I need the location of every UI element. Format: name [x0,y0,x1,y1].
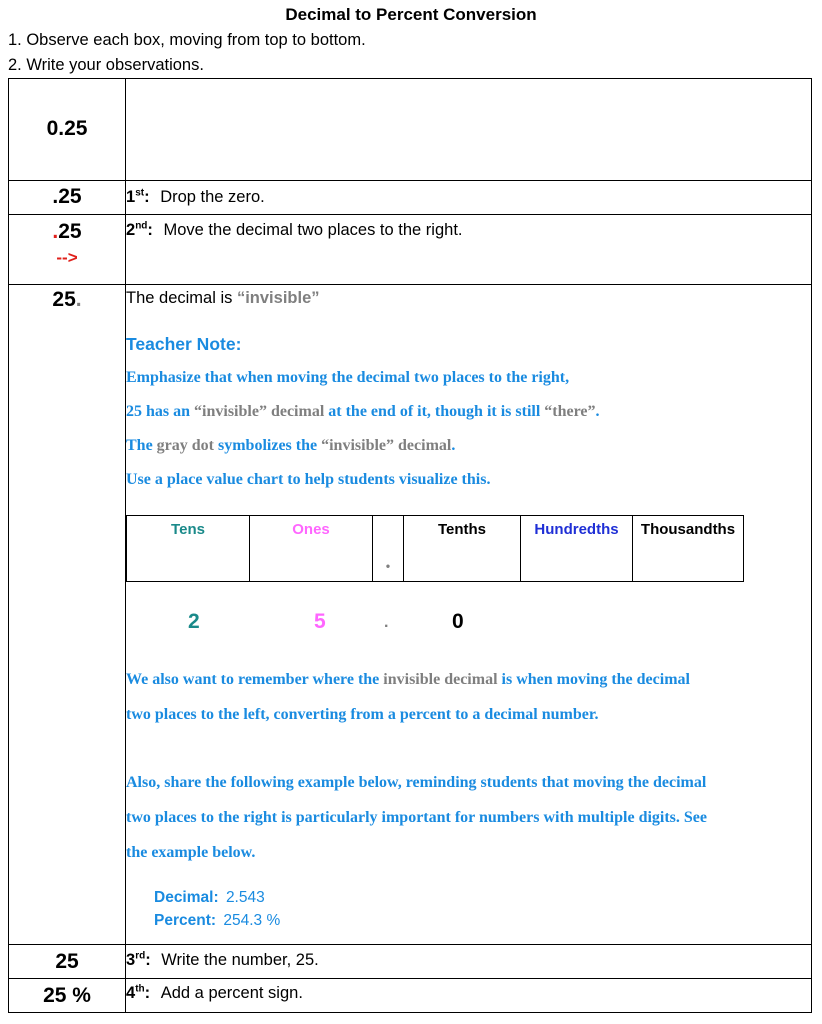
step-colon: : [144,983,151,1002]
cell-invisible-value [9,285,126,945]
remember-text: We also want to remember where the [126,671,384,688]
note-gray-text: gray dot [156,437,214,454]
step-colon: : [147,220,153,239]
invisible-statement [126,285,811,308]
share-line-2: two places to the right is particularly important for numbers with multiple digits. See [126,809,708,826]
percent-value: 254.3 % [223,912,281,929]
note-gray-text: “invisible” decimal [321,437,452,454]
step-sup: nd [135,220,148,231]
cell-step-1-value [9,181,126,215]
note-text: The [126,437,157,454]
pv-dot: • [385,559,391,573]
invisible-quote: “invisible” [236,289,320,307]
value-red-dot-25 [9,215,125,244]
conversion-table [8,78,812,1013]
row-original [9,79,812,181]
row-invisible [9,285,812,945]
remember-text: is when moving the decimal [497,671,690,688]
cell-empty [126,79,812,181]
invisible-prefix: The decimal is [126,289,237,307]
pv-header: Tens [171,521,205,538]
teacher-note-heading: Teacher Note: [126,334,242,354]
example-block [154,886,811,932]
step-number: 3 [126,950,136,969]
note-gray-text: “invisible” decimal [194,403,325,420]
note-text: 25 has an [126,403,195,420]
note-line-3 [126,429,811,463]
digit-decimal: . [384,614,389,631]
step-number: 4 [126,983,136,1002]
note-text: symbolizes the [214,437,322,454]
note-text: at the end of it, though it is still [324,403,545,420]
pv-ones [250,516,373,582]
percent-label: Percent: [154,912,217,929]
instruction-1: 1. Observe each box, moving from top to bottom. [8,31,366,49]
step-sup: th [135,983,145,994]
instruction-2: 2. Write your observations. [8,56,204,74]
step-4-text: Add a percent sign. [160,983,303,1002]
decimal-value: 2.543 [225,889,265,906]
step-1-text: Drop the zero. [160,187,265,206]
value-25-gray-dot [9,285,125,312]
row-step-2 [9,215,812,285]
note-gray-text: “there” [544,403,596,420]
pv-header: Hundredths [534,521,619,538]
pv-header: Tenths [437,521,487,538]
cell-step-4-value [9,979,126,1013]
value-25-percent: 25 % [43,984,91,1007]
cell-step-3-value [9,945,126,979]
share-paragraph [126,765,811,870]
pv-decimal [373,516,404,582]
digit-ones: 5 [314,610,326,633]
place-value-chart [126,515,744,582]
step-2-text: Move the decimal two places to the right. [163,220,463,239]
step-sup: rd [135,950,146,961]
note-line-2 [126,395,811,429]
decimal-label: Decimal: [154,889,219,906]
note-line-1: Emphasize that when moving the decimal two places to the right, [126,369,570,386]
pv-tens [127,516,250,582]
cell-step-3-text [126,945,812,979]
pv-hundredths [521,516,633,582]
page-title: Decimal to Percent Conversion [285,5,537,24]
step-colon: : [144,187,150,206]
digits-25: 25 [52,288,76,311]
arrow-right: --> [56,248,78,267]
row-step-1 [9,181,812,215]
value-25: 25 [55,950,79,973]
value-0-25: 0.25 [46,117,88,140]
row-step-3 [9,945,812,979]
step-number: 2 [126,220,136,239]
row-step-4 [9,979,812,1013]
cell-step-1-text [126,181,812,215]
teacher-note-body [126,361,811,497]
pv-tenths [404,516,521,582]
red-dot: . [52,220,59,243]
digit-tens: 2 [188,610,200,633]
cell-original-value [9,79,126,181]
note-text: . [595,403,600,420]
digits-25: 25 [58,220,82,243]
gray-dot: . [75,288,82,311]
share-line-3: the example below. [126,844,256,861]
value-dot-25: .25 [52,185,82,208]
note-text: . [451,437,456,454]
cell-step-2-value [9,215,126,285]
place-value-digits [126,610,811,650]
step-3-text: Write the number, 25. [161,950,319,969]
cell-step-2-text [126,215,812,285]
cell-step-4-text [126,979,812,1013]
step-colon: : [145,950,151,969]
pv-header: Ones [292,521,330,538]
step-number: 1 [126,187,136,206]
step-sup: st [135,187,145,198]
cell-teacher-note [126,285,812,945]
digit-tenths: 0 [452,610,464,633]
pv-header: Thousandths [640,521,736,538]
remember-paragraph [126,662,811,732]
share-line-1: Also, share the following example below, reminding students that moving the decimal [126,774,707,791]
remember-gray-text: invisible decimal [383,671,498,688]
note-line-4: Use a place value chart to help students visualize this. [126,471,491,488]
pv-thousandths [633,516,744,582]
remember-line-2: two places to the left, converting from a percent to a decimal number. [126,706,599,723]
